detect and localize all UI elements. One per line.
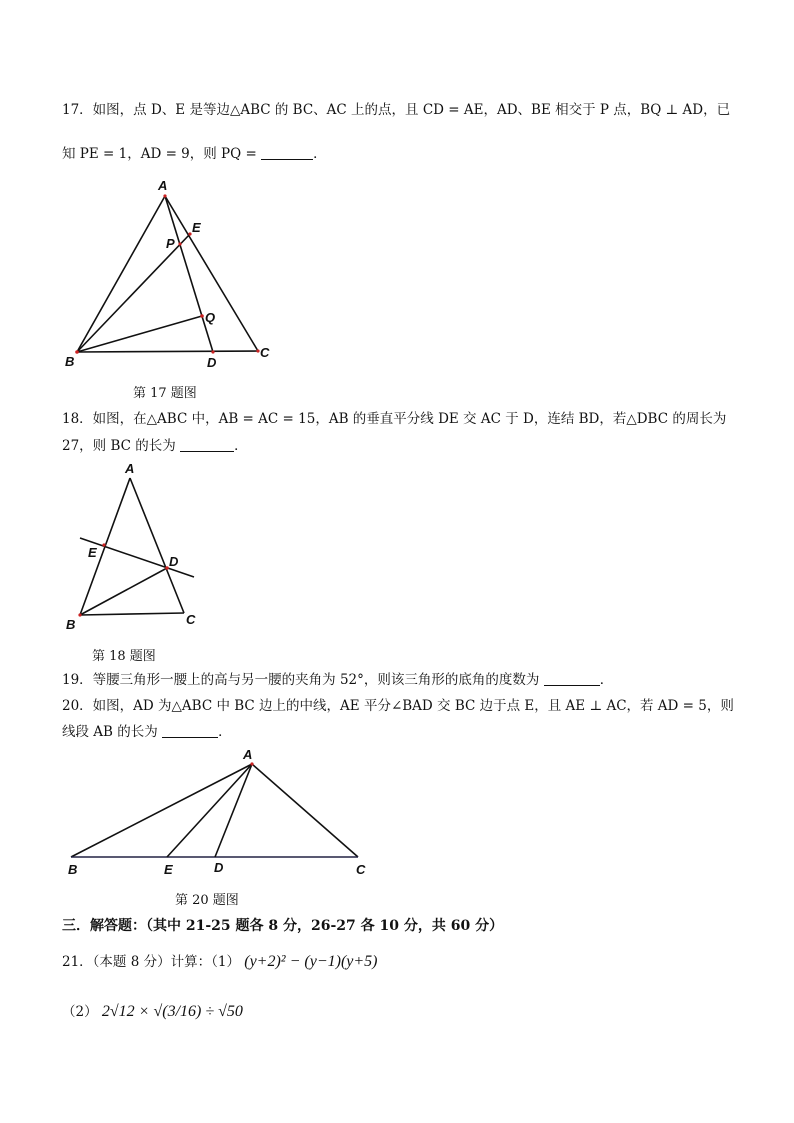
q17-label-b: B: [65, 354, 75, 369]
q19-text-line1: 19．等腰三角形一腰上的高与另一腰的夹角为 52°，则该三角形的底角的度数为 ．: [62, 672, 614, 688]
q18-text-line2-content: 27，则 BC 的长为: [62, 438, 176, 454]
q18-label-b: B: [66, 617, 76, 632]
q20-label-c: C: [356, 862, 366, 877]
q17-text-line2: 知 PE = 1，AD = 9，则 PQ = ．: [62, 146, 327, 162]
q17-label-e: E: [192, 220, 201, 235]
q21-part2-label: （2）: [62, 1004, 98, 1020]
q20-answer-blank: [162, 723, 218, 738]
q20-side-ac: [252, 764, 358, 857]
q17-label-q: Q: [205, 310, 216, 325]
q20-label-e: E: [164, 862, 173, 877]
q17-figure: [60, 176, 290, 376]
q21-part2: [62, 1000, 243, 1021]
q21-part1: [62, 950, 378, 971]
q21-expression-1: (y+2)² − (y−1)(y+5): [244, 953, 378, 970]
q18-label-a: A: [125, 461, 135, 476]
q17-side-ac: [165, 196, 258, 351]
q17-answer-blank: [261, 145, 313, 160]
q18-answer-blank: [180, 437, 234, 452]
q18-text-line2: 27，则 BC 的长为 ．: [62, 438, 248, 454]
q20-median-ad: [215, 764, 252, 857]
q20-figure: [60, 744, 380, 878]
q17-text-line2-content: 知 PE = 1，AD = 9，则 PQ =: [62, 146, 257, 162]
q20-label-b: B: [68, 862, 78, 877]
q18-label-c: C: [186, 612, 196, 627]
section3-title: 三．解答题：（其中 21-25 题各 8 分，26-27 各 10 分，共 60 分）: [62, 918, 504, 934]
q19-text-content: 19．等腰三角形一腰上的高与另一腰的夹角为 52°，则该三角形的底角的度数为: [62, 672, 540, 688]
q21-expression-2: 2√12 × √(3/16) ÷ √50: [101, 1003, 243, 1020]
q18-text-line1: 18．如图，在△ABC 中，AB = AC = 15，AB 的垂直平分线 DE 交 AC 于 D，连结 BD，若△DBC 的周长为: [62, 411, 727, 427]
q20-side-ab: [71, 764, 252, 857]
q21-text-intro: 21．（本题 8 分）计算：（1）: [62, 954, 240, 970]
q17-label-p: P: [166, 236, 175, 251]
q18-figure: [60, 458, 220, 638]
q20-label-d: D: [214, 860, 224, 875]
q20-text-line2: 线段 AB 的长为 ．: [62, 724, 232, 740]
q17-segment-ad: [165, 196, 216, 352]
q20-label-a: A: [243, 747, 253, 762]
q19-answer-blank: [544, 671, 600, 686]
q18-caption: 第 18 题图: [92, 649, 156, 664]
q17-caption: 第 17 题图: [133, 386, 197, 401]
q20-text-line1: 20．如图，AD 为△ABC 中 BC 边上的中线，AE 平分∠BAD 交 BC 边于点 E，且 AE ⊥ AC，若 AD = 5，则: [62, 698, 734, 714]
q18-side-ac: [130, 478, 184, 613]
q20-caption: 第 20 题图: [175, 893, 239, 908]
q18-label-d: D: [169, 554, 179, 569]
q17-label-a: A: [158, 178, 168, 193]
q17-label-c: C: [260, 345, 270, 360]
q17-segment-bq: [77, 316, 202, 352]
q17-side-bc: [77, 351, 258, 352]
q17-label-d: D: [207, 355, 217, 370]
q17-text-line1: 17．如图，点 D、E 是等边△ABC 的 BC、AC 上的点，且 CD = AE，AD、BE 相交于 P 点，BQ ⊥ AD，已: [62, 102, 731, 118]
q20-segment-ae: [167, 764, 252, 857]
q18-label-e: E: [88, 545, 97, 560]
q18-segment-bd: [80, 568, 167, 615]
q18-side-bc: [80, 613, 184, 615]
q20-text-line2-content: 线段 AB 的长为: [62, 724, 158, 740]
